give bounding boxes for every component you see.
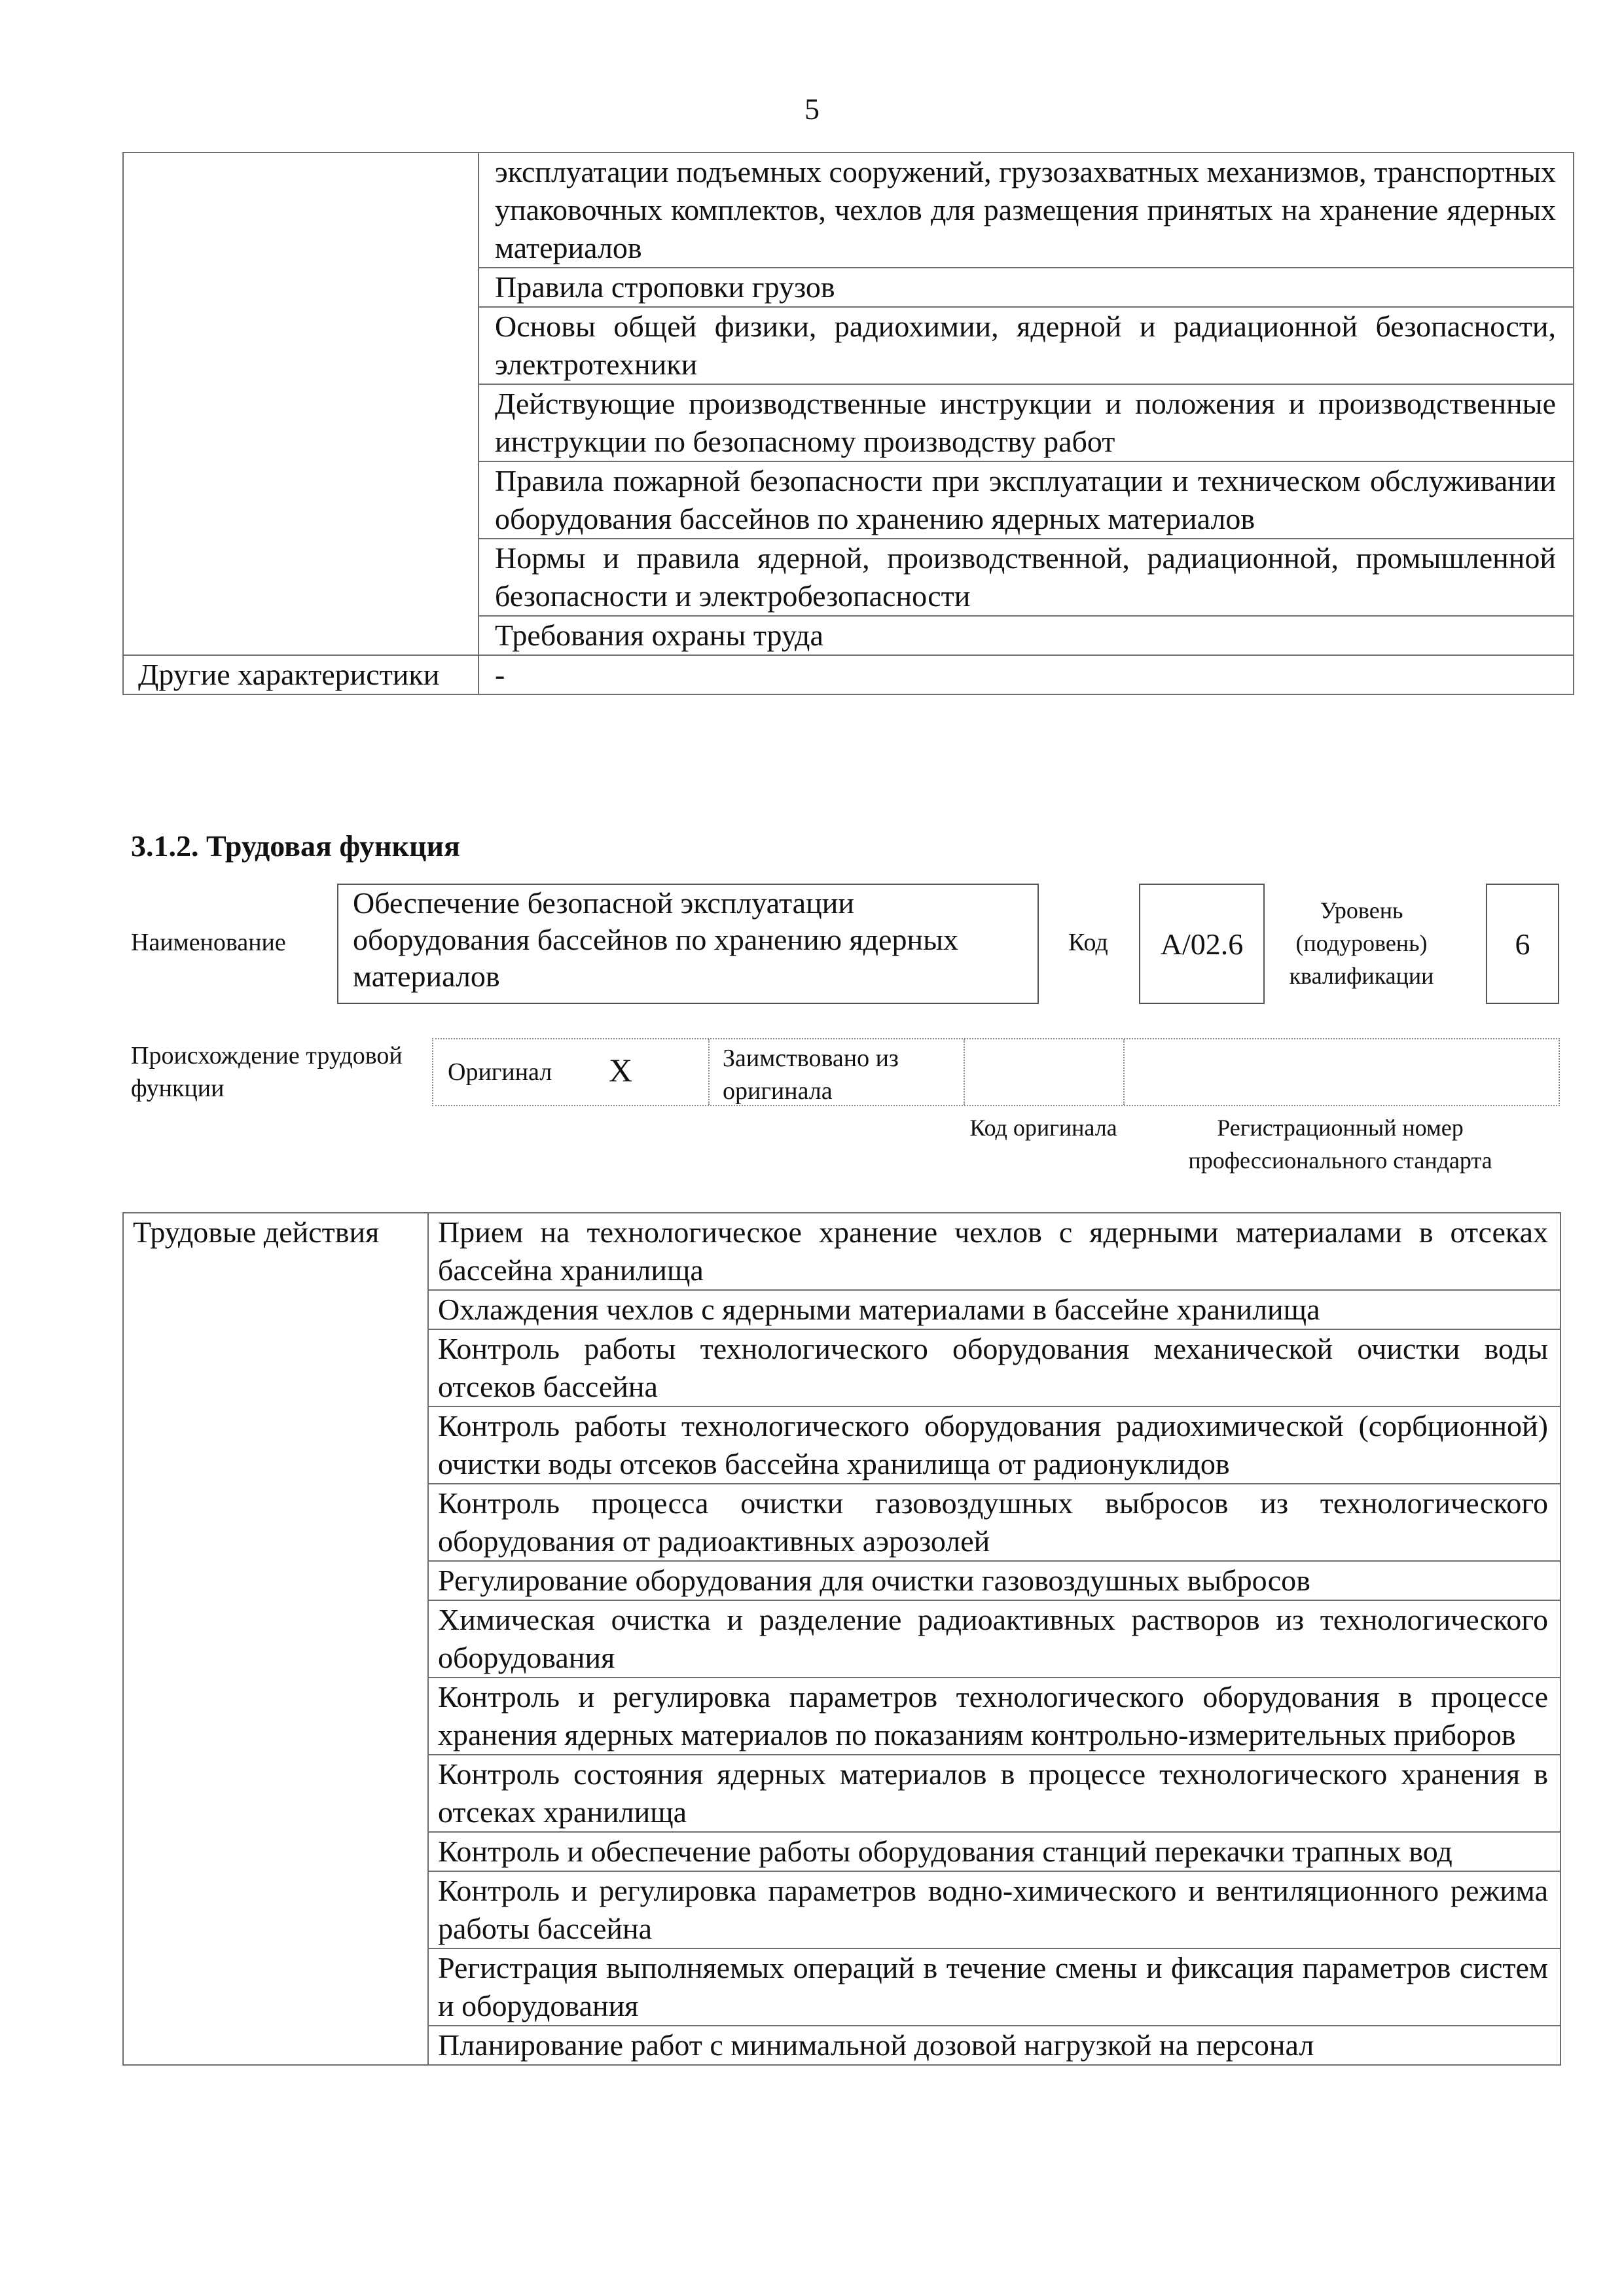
level-label: Уровень (подуровень) квалификации bbox=[1289, 897, 1434, 989]
original-label: Оригинал bbox=[448, 1058, 552, 1086]
action-item: Контроль работы технологического оборудования радиохимической (сорбционной) очистки воды отсеков бассейна хранилища от радионуклидов bbox=[428, 1407, 1561, 1484]
other-characteristics-value: - bbox=[478, 655, 1574, 694]
knowledge-item: Действующие производственные инструкции и положения и производственные инструкции по безопасному производству работ bbox=[478, 384, 1574, 461]
original-mark: X bbox=[609, 1052, 633, 1088]
action-item: Регулирование оборудования для очистки газовоздушных выбросов bbox=[428, 1561, 1561, 1600]
function-name: Обеспечение безопасной эксплуатации оборудования бассейнов по хранению ядерных материалов bbox=[337, 884, 1039, 1004]
name-label: Наименование bbox=[131, 929, 286, 956]
reg-number-caption: Регистрационный номер профессионального стандарта bbox=[1188, 1115, 1492, 1174]
other-characteristics-label: Другие характеристики bbox=[123, 655, 478, 694]
action-item: Прием на технологическое хранение чехлов с ядерными материалами в отсеках бассейна хранилища bbox=[428, 1213, 1561, 1290]
action-item: Планирование работ с минимальной дозовой нагрузкой на персонал bbox=[428, 2026, 1561, 2065]
actions-table bbox=[122, 1212, 1561, 2066]
origin-code-cell bbox=[965, 1039, 1125, 1105]
code-original-caption: Код оригинала bbox=[969, 1115, 1117, 1141]
action-item: Контроль работы технологического оборудования механической очистки воды отсеков бассейна bbox=[428, 1329, 1561, 1407]
knowledge-item: Правила пожарной безопасности при эксплуатации и техническом обслуживании оборудования бассейнов по хранению ядерных материалов bbox=[478, 461, 1574, 539]
action-item: Контроль и регулировка параметров водно-химического и вентиляционного режима работы бассейна bbox=[428, 1871, 1561, 1948]
knowledge-table bbox=[122, 152, 1574, 695]
borrowed-label: Заимствовано из оригинала bbox=[723, 1045, 899, 1105]
action-item: Контроль и обеспечение работы оборудования станций перекачки трапных вод bbox=[428, 1832, 1561, 1871]
table-row bbox=[123, 655, 1574, 694]
action-item: Контроль состояния ядерных материалов в процессе технологического хранения в отсеках хранилища bbox=[428, 1755, 1561, 1832]
knowledge-item: эксплуатации подъемных сооружений, грузозахватных механизмов, транспортных упаковочных комплектов, чехлов для размещения принятых на хранение ядерных материалов bbox=[478, 152, 1574, 268]
knowledge-item: Требования охраны труда bbox=[478, 616, 1574, 655]
knowledge-item: Основы общей физики, радиохимии, ядерной и радиационной безопасности, электротехники bbox=[478, 307, 1574, 384]
action-item: Контроль процесса очистки газовоздушных выбросов из технологического оборудования от радиоактивных аэрозолей bbox=[428, 1484, 1561, 1561]
action-item: Регистрация выполняемых операций в течение смены и фиксация параметров систем и оборудования bbox=[428, 1948, 1561, 2026]
table-row bbox=[123, 152, 1574, 268]
section-heading: 3.1.2. Трудовая функция bbox=[131, 829, 460, 863]
knowledge-item: Правила строповки грузов bbox=[478, 268, 1574, 307]
knowledge-label-cell bbox=[123, 152, 478, 655]
function-code: А/02.6 bbox=[1139, 884, 1265, 1004]
origin-borrowed-cell bbox=[710, 1039, 965, 1105]
qualification-level: 6 bbox=[1486, 884, 1559, 1004]
code-label: Код bbox=[1068, 929, 1108, 956]
action-item: Охлаждения чехлов с ядерными материалами в бассейне хранилища bbox=[428, 1290, 1561, 1329]
actions-label: Трудовые действия bbox=[123, 1213, 428, 2065]
knowledge-item: Нормы и правила ядерной, производственной, радиационной, промышленной безопасности и электробезопасности bbox=[478, 539, 1574, 616]
table-row bbox=[123, 1213, 1561, 1290]
action-item: Контроль и регулировка параметров технологического оборудования в процессе хранения ядерных материалов по показаниям контрольно-измерительных приборов bbox=[428, 1677, 1561, 1755]
page-number: 5 bbox=[804, 92, 820, 126]
action-item: Химическая очистка и разделение радиоактивных растворов из технологического оборудования bbox=[428, 1600, 1561, 1677]
origin-label: Происхождение трудовой функции bbox=[131, 1042, 403, 1102]
origin-reg-number-cell bbox=[1125, 1039, 1559, 1105]
origin-original-cell bbox=[433, 1039, 710, 1105]
origin-row bbox=[432, 1038, 1560, 1106]
